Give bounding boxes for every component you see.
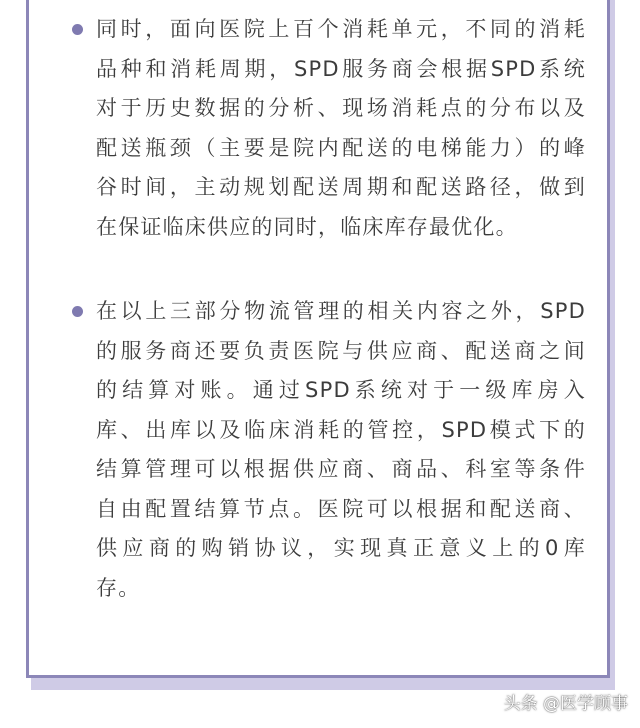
paragraph-line: 在保证临床供应的同时，临床库存最优化。 <box>96 214 518 239</box>
paragraph-line: 对于历史数据的分析、现场消耗点的分布以及 <box>96 96 586 120</box>
paragraph-line: 在以上三部分物流管理的相关内容之外，SPD <box>96 299 586 323</box>
paragraph-line: 自由配置结算节点。医院可以根据和配送商、 <box>96 496 586 521</box>
bullet-dot <box>72 24 83 35</box>
paragraph-1 <box>96 10 586 247</box>
paragraph-line: 的服务商还要负责医院与供应商、配送商之间 <box>96 338 586 363</box>
paragraph-line: 存。 <box>96 575 141 600</box>
paragraph-line: 的结算对账。通过SPD系统对于一级库房入 <box>96 378 586 402</box>
watermark-text: 头条 @医学顾事 <box>503 693 628 714</box>
paragraph-line: 库、出库以及临床消耗的管控，SPD模式下的 <box>96 417 586 442</box>
paragraph-2 <box>96 292 586 608</box>
paragraph-line: 品种和消耗周期，SPD服务商会根据SPD系统 <box>96 56 586 81</box>
paragraph-line: 结算管理可以根据供应商、商品、科室等条件 <box>96 457 586 481</box>
watermark <box>504 686 628 716</box>
paragraph-line: 同时，面向医院上百个消耗单元，不同的消耗 <box>96 17 586 41</box>
paragraph-line: 配送瓶颈（主要是院内配送的电梯能力）的峰 <box>96 135 586 160</box>
bullet-dot <box>72 306 83 317</box>
paragraph-line: 谷时间，主动规划配送周期和配送路径，做到 <box>96 175 586 199</box>
paragraph-line: 供应商的购销协议，实现真正意义上的0库 <box>96 536 586 560</box>
